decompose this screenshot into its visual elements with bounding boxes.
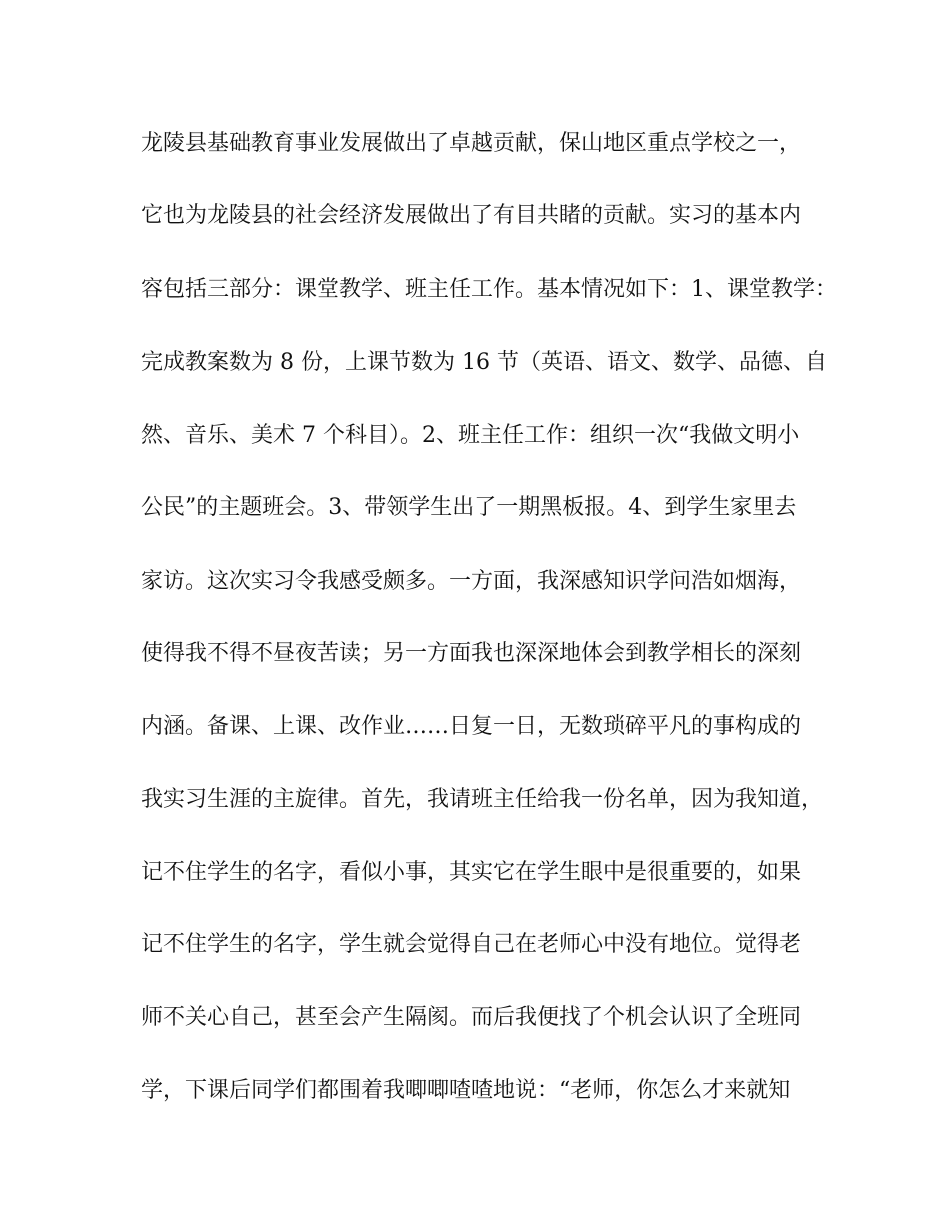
paragraph-line: 家访。这次实习令我感受颇多。一方面，我深感知识学问浩如烟海， — [141, 569, 802, 594]
paragraph-line: 我实习生涯的主旋律。首先，我请班主任给我一份名单，因为我知道， — [141, 787, 824, 812]
paragraph-line: 学，下课后同学们都围着我唧唧喳喳地说：“老师，你怎么才来就知 — [141, 1078, 791, 1103]
paragraph-line: 使得我不得不昼夜苦读；另一方面我也深深地体会到教学相长的深刻 — [141, 641, 802, 666]
paragraph-line: 然、音乐、美术 7 个科目）。2、班主任工作：组织一次“我做文明小 — [141, 423, 800, 448]
paragraph-line: 记不住学生的名字，看似小事，其实它在学生眼中是很重要的，如果 — [141, 860, 802, 885]
paragraph-line: 内涵。备课、上课、改作业……日复一日，无数琐碎平凡的事构成的 — [141, 714, 802, 739]
paragraph-line: 师不关心自己，甚至会产生隔阂。而后我便找了个机会认识了全班同 — [141, 1005, 802, 1030]
paragraph-line: 完成教案数为 8 份，上课节数为 16 节（英语、语文、数学、品德、自 — [141, 350, 827, 375]
paragraph-line: 容包括三部分：课堂教学、班主任工作。基本情况如下：1、课堂教学： — [141, 277, 837, 302]
paragraph-line: 龙陵县基础教育事业发展做出了卓越贡献，保山地区重点学校之一， — [141, 131, 802, 156]
paragraph-line: 记不住学生的名字，学生就会觉得自己在老师心中没有地位。觉得老 — [141, 932, 802, 957]
paragraph-line: 公民”的主题班会。3、带领学生出了一期黑板报。4、到学生家里去 — [141, 495, 797, 520]
paragraph-line: 它也为龙陵县的社会经济发展做出了有目共睹的贡献。实习的基本内 — [141, 203, 802, 228]
